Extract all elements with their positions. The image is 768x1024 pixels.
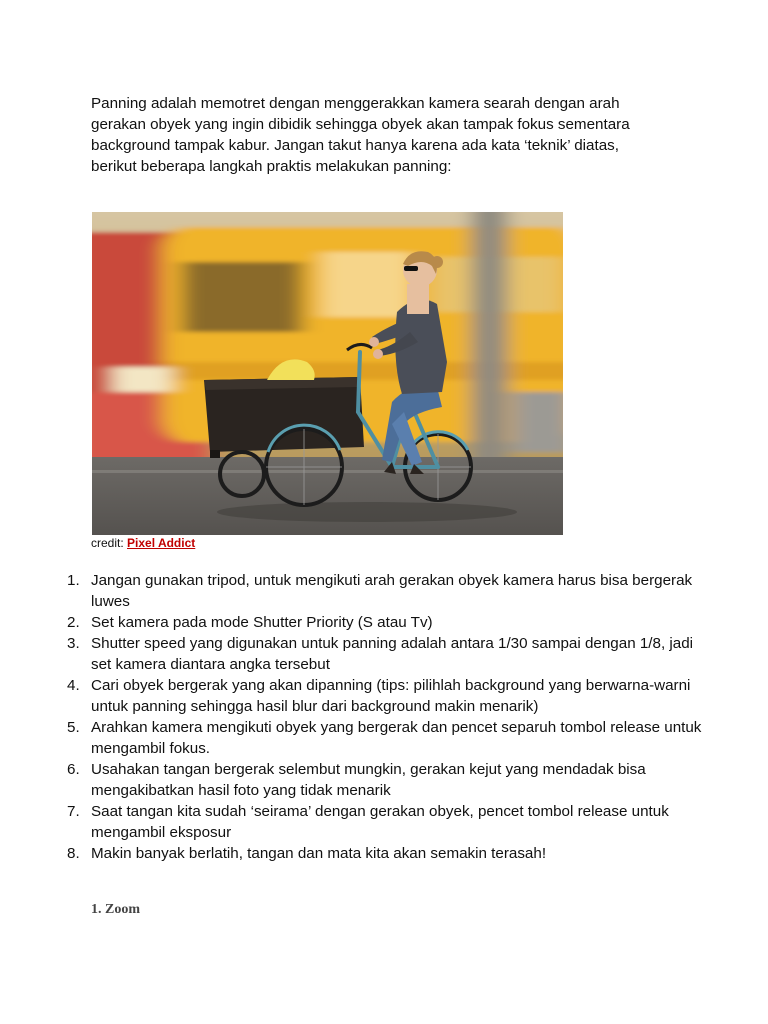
list-number: 6. [67, 761, 80, 778]
credit-link[interactable]: Pixel Addict [127, 536, 196, 550]
list-text: Cari obyek bergerak yang akan dipanning (tips: pilihlah background yang berwarna-warni untuk panning sehingga hasil blur dari background makin menarik) [91, 677, 691, 715]
list-number: 7. [67, 803, 80, 820]
list-text: Shutter speed yang digunakan untuk panning adalah antara 1/30 sampai dengan 1/8, jadi set kamera diantara angka tersebut [91, 635, 694, 673]
list-item [62, 675, 702, 717]
panning-steps-list [62, 570, 702, 864]
list-item [62, 801, 702, 843]
list-text: Saat tangan kita sudah ‘seirama’ dengan gerakan obyek, pencet tombol release untuk mengambil eksposur [91, 803, 669, 841]
list-text: Makin banyak berlatih, tangan dan mata kita akan semakin terasah! [91, 845, 547, 862]
credit-label: credit: [91, 536, 124, 550]
list-item [62, 843, 702, 864]
list-number: 1. [67, 572, 80, 589]
list-number: 4. [67, 677, 80, 694]
list-number: 5. [67, 719, 80, 736]
list-item [62, 570, 702, 612]
section-heading-zoom: 1. Zoom [91, 902, 140, 917]
photo-illustration [92, 212, 563, 535]
list-text: Usahakan tangan bergerak selembut mungkin, gerakan kejut yang mendadak bisa mengakibatkan hasil foto yang tidak menarik [91, 761, 646, 799]
list-item [62, 633, 702, 675]
list-number: 8. [67, 845, 80, 862]
list-item [62, 612, 702, 633]
intro-paragraph: Panning adalah memotret dengan menggerakkan kamera searah dengan arah gerakan obyek yang ingin dibidik sehingga obyek akan tampak fokus sementara background tampak kabur. Jangan takut hanya karena ada kata ‘teknik’ diatas, berikut beberapa langkah praktis melakukan panning: [91, 95, 630, 175]
photo-credit [91, 535, 195, 551]
panning-photo [92, 212, 563, 535]
list-number: 2. [67, 614, 80, 631]
list-item [62, 759, 702, 801]
list-text: Arahkan kamera mengikuti obyek yang bergerak dan pencet separuh tombol release untuk mengambil fokus. [91, 719, 702, 757]
list-item [62, 717, 702, 759]
list-number: 3. [67, 635, 80, 652]
list-text: Set kamera pada mode Shutter Priority (S atau Tv) [91, 614, 433, 631]
list-text: Jangan gunakan tripod, untuk mengikuti arah gerakan obyek kamera harus bisa bergerak luwes [91, 572, 693, 610]
